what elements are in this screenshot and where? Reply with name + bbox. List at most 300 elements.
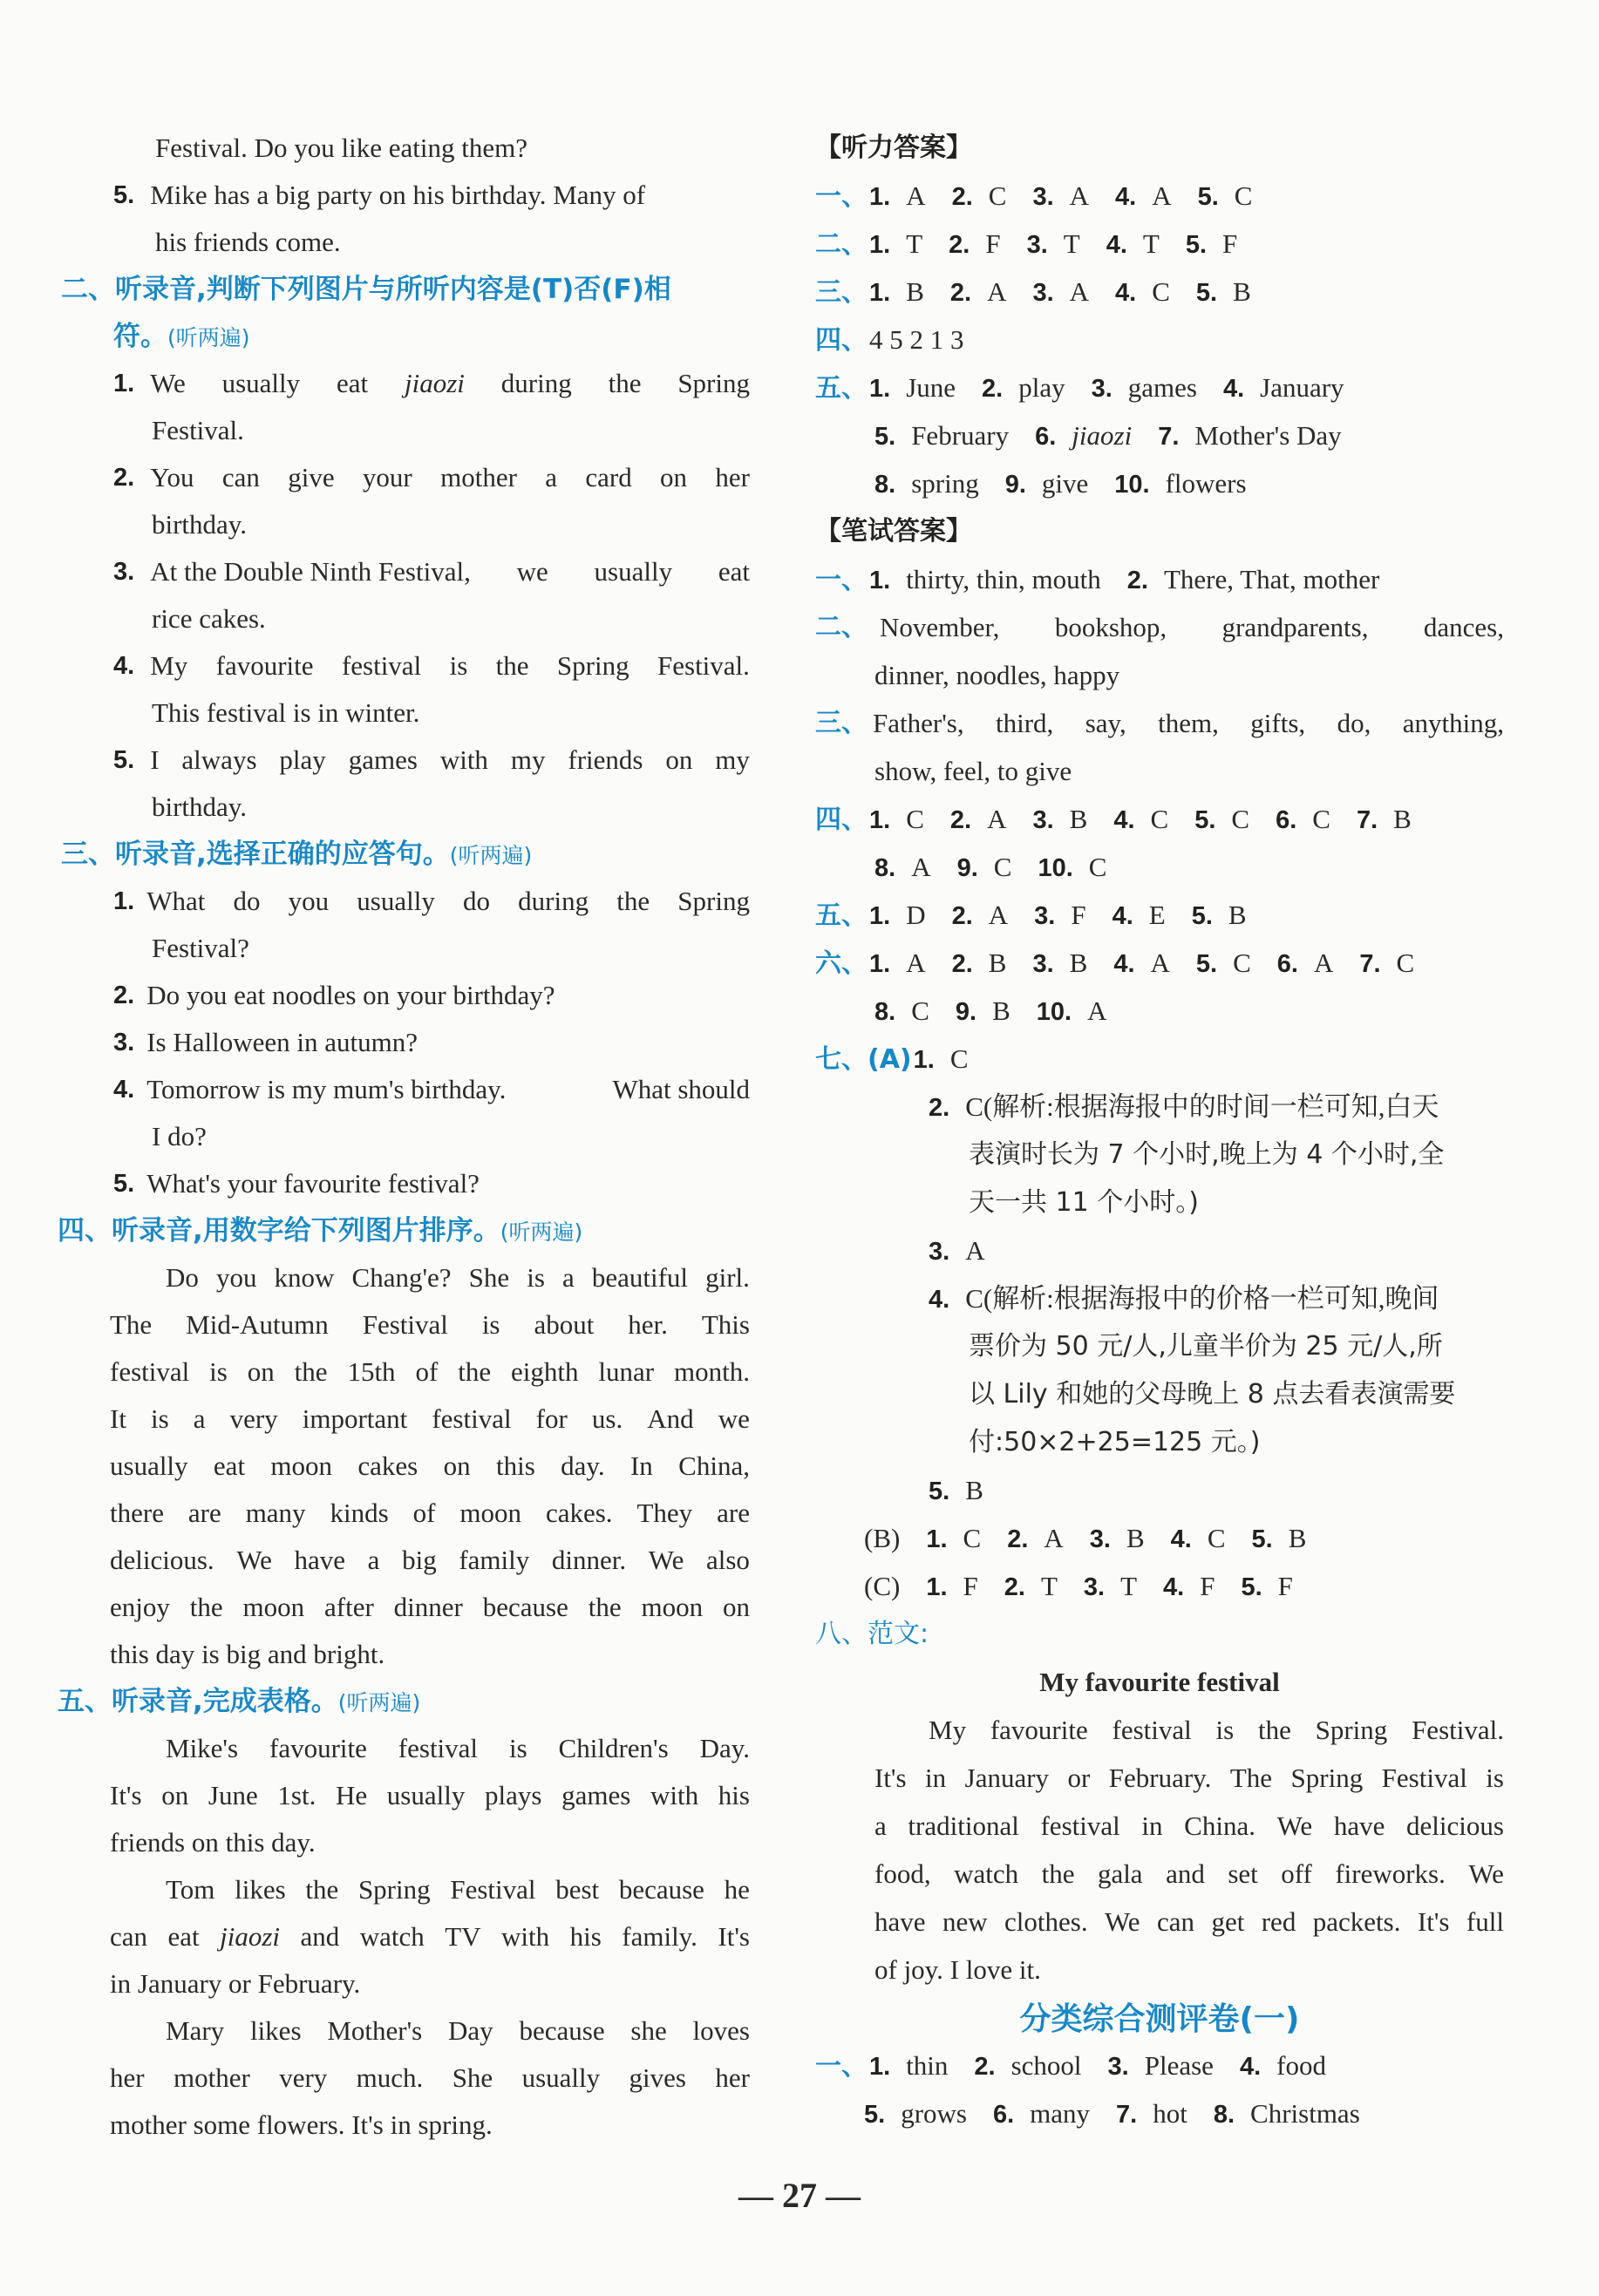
- word: this: [110, 1639, 149, 1669]
- word: is: [481, 1309, 500, 1340]
- word: gala: [1097, 1858, 1143, 1889]
- item-number: 1.: [869, 375, 891, 403]
- answer: A: [1087, 995, 1107, 1026]
- answer: 4 5 2 1 3: [869, 324, 964, 355]
- word: Spring: [677, 886, 750, 916]
- word: usually: [110, 1450, 188, 1481]
- word: on: [665, 744, 693, 775]
- item-number: 5.: [929, 1477, 950, 1505]
- answer: C: [1207, 1523, 1226, 1553]
- word: Father's,: [873, 708, 964, 738]
- word: and: [1166, 1858, 1205, 1889]
- item-number: 3.: [113, 1029, 135, 1056]
- text-line: [110, 1355, 750, 1389]
- item-number: 1.: [869, 2053, 891, 2081]
- item-number: 3.: [113, 558, 135, 586]
- word: her: [715, 2062, 750, 2093]
- section-title: 分类综合测评卷(一): [1019, 2001, 1300, 2037]
- answer: B: [988, 948, 1007, 978]
- word: can: [221, 462, 260, 492]
- section-number: 五、: [815, 900, 868, 931]
- word: Chang'e?: [351, 1262, 452, 1293]
- answer-row: [929, 1281, 1466, 1317]
- word: his: [718, 1780, 750, 1810]
- answer: B: [1233, 276, 1251, 307]
- answer: C: [906, 804, 924, 834]
- item-number: 7.: [1356, 806, 1378, 834]
- section-number: 二、: [815, 612, 868, 642]
- word: festival: [1112, 1715, 1192, 1745]
- list-item: [113, 978, 750, 1013]
- section-heading: 二、听录音,判断下列图片与所听内容是(T)否(F)相: [61, 274, 671, 305]
- word: usually: [357, 886, 435, 916]
- answer-row: [815, 898, 1273, 934]
- answer: F: [1071, 900, 1086, 930]
- word: a: [193, 1403, 206, 1434]
- item-text: [150, 554, 750, 589]
- answer: B: [1069, 948, 1088, 978]
- answer-row: [815, 562, 1405, 598]
- text-line: [110, 1637, 750, 1672]
- word: Festival: [450, 1874, 536, 1905]
- word: your: [362, 462, 412, 492]
- item-number: 2.: [949, 806, 972, 834]
- word: is: [1486, 1763, 1504, 1793]
- word: on: [185, 1827, 219, 1858]
- item-number: 4.: [1163, 1573, 1185, 1601]
- word: eat: [718, 556, 750, 587]
- section-number: 六、: [815, 948, 868, 979]
- item-number: 5.: [1185, 231, 1207, 259]
- word: with: [501, 1921, 550, 1952]
- word: can: [110, 1921, 148, 1952]
- answer: C: [911, 995, 929, 1026]
- word: flowers.: [250, 2109, 345, 2140]
- answer: B: [1228, 900, 1247, 930]
- answer: [880, 610, 1504, 645]
- word: have: [294, 1545, 346, 1575]
- text-line: [874, 1857, 1504, 1892]
- item-number: 3.: [1034, 902, 1056, 930]
- word: is: [449, 650, 468, 681]
- answer: F: [1277, 1571, 1293, 1601]
- word: jiaozi: [405, 368, 465, 398]
- word: anything,: [1402, 708, 1504, 738]
- item-number: 5.: [1251, 1525, 1273, 1553]
- text-line: [110, 1967, 750, 2001]
- item-text: Festival?: [152, 933, 249, 963]
- word: favourite: [990, 1715, 1088, 1745]
- word: friends: [568, 744, 643, 775]
- answer: T: [1040, 1571, 1058, 1601]
- item-number: 1.: [926, 1573, 948, 1601]
- item-number: 10.: [1036, 998, 1072, 1026]
- answer: T: [1063, 228, 1080, 259]
- text-line: dinner, noodles, happy: [874, 660, 1120, 690]
- word: the: [495, 650, 529, 681]
- answer-heading: 【听力答案】: [815, 132, 972, 163]
- word: spring.: [411, 2109, 493, 2140]
- item-number: 1.: [869, 567, 891, 594]
- word: beautiful: [591, 1262, 689, 1293]
- word: watch: [954, 1858, 1019, 1889]
- item-text: [150, 649, 750, 683]
- word: because: [519, 2015, 605, 2046]
- item-number: 2.: [974, 2053, 996, 2081]
- text-line: [166, 2014, 750, 2048]
- word: Festival: [1381, 1763, 1467, 1793]
- answer-row: [874, 466, 1273, 502]
- word: dinner.: [551, 1545, 627, 1575]
- word: on: [161, 1780, 189, 1810]
- word: some: [186, 2109, 250, 2140]
- item-number: 2.: [1007, 1525, 1029, 1553]
- word: My: [150, 650, 188, 681]
- answer: T: [906, 228, 923, 259]
- word: They: [636, 1498, 693, 1528]
- word: delicious.: [110, 1545, 214, 1575]
- word: traditional: [908, 1810, 1019, 1841]
- answer: school: [1010, 2050, 1082, 2081]
- word: You: [150, 462, 194, 492]
- word: the: [608, 368, 642, 398]
- item-text: Do you eat noodles on your birthday?: [146, 980, 555, 1010]
- answer: Mother's Day: [1194, 420, 1342, 451]
- item-number: 10.: [1038, 854, 1073, 882]
- word: moon: [641, 1592, 704, 1622]
- item-number: 1.: [869, 183, 891, 211]
- word: We: [1105, 1906, 1140, 1937]
- answer-row: [815, 802, 1438, 838]
- word: festival: [398, 1733, 479, 1763]
- answer: C: [1312, 804, 1330, 834]
- answer: A: [988, 900, 1009, 930]
- answer: A: [1313, 948, 1334, 978]
- answer: T: [1142, 228, 1160, 259]
- word: November,: [880, 612, 1000, 642]
- answer: C: [1234, 180, 1253, 211]
- word: He: [335, 1780, 368, 1810]
- word: TV: [445, 1921, 481, 1952]
- word: a: [545, 462, 558, 492]
- word: Spring: [556, 650, 629, 681]
- list-item: [113, 366, 750, 401]
- item-number: 4.: [1170, 1525, 1192, 1553]
- item-number: 2.: [951, 902, 973, 930]
- word: in: [383, 2109, 412, 2140]
- item-text: Is Halloween in autumn?: [146, 1027, 418, 1057]
- answer: C: [963, 1523, 982, 1553]
- item-number: 3.: [1032, 183, 1054, 211]
- word: also: [705, 1545, 750, 1575]
- item-text: [146, 1072, 750, 1107]
- item-number: 1.: [869, 279, 891, 307]
- text-line: his friends come.: [155, 227, 341, 257]
- word: this: [218, 1827, 265, 1858]
- word: in: [1141, 1810, 1163, 1841]
- answer: There, That, mother: [1163, 564, 1380, 594]
- text-line: [166, 1872, 750, 1907]
- word: her: [715, 462, 750, 492]
- word: many: [245, 1498, 306, 1528]
- item-number: 2.: [982, 375, 1004, 403]
- answer: T: [1120, 1571, 1138, 1601]
- item-number: 6.: [1276, 806, 1297, 834]
- answer: many: [1030, 2098, 1091, 2129]
- text-line: [929, 1713, 1504, 1748]
- word: and: [300, 1921, 340, 1952]
- word: jiaozi: [220, 1921, 281, 1952]
- answer-row: [929, 1233, 1011, 1269]
- word: are: [717, 1498, 750, 1528]
- answer-row: [874, 850, 1133, 886]
- word: or: [221, 1968, 251, 1999]
- word: Mary: [166, 2015, 225, 2046]
- word: we: [516, 556, 548, 587]
- answer-row: [815, 179, 1278, 214]
- section-number: 一、: [815, 2051, 868, 2082]
- text-line: 天一共 11 个小时。): [969, 1187, 1199, 1218]
- word: It's: [874, 1763, 907, 1793]
- word: games: [561, 1780, 631, 1810]
- answer: (B): [864, 1523, 901, 1553]
- word: on: [247, 1356, 275, 1387]
- word: She: [452, 2062, 493, 2093]
- item-number: 1.: [869, 231, 891, 259]
- item-number: 9.: [956, 854, 978, 882]
- answer-row: [929, 1090, 1466, 1125]
- section-number: 一、: [815, 181, 868, 212]
- item-number: 3.: [1032, 279, 1054, 307]
- word: on: [660, 462, 688, 492]
- answer: give: [1041, 468, 1089, 499]
- word: Spring: [357, 1874, 431, 1905]
- answer: food: [1276, 2050, 1326, 2081]
- list-item: [113, 743, 750, 778]
- answer: C: [1231, 804, 1250, 834]
- list-item: [113, 1166, 750, 1201]
- answer: jiaozi: [1072, 420, 1133, 451]
- answer: A: [911, 852, 931, 882]
- item-number: 2.: [929, 1094, 950, 1122]
- word: What should: [612, 1074, 750, 1104]
- word: And: [647, 1403, 694, 1434]
- answer: thin: [906, 2050, 949, 2081]
- word: third,: [996, 708, 1054, 738]
- answer: A: [1044, 1523, 1064, 1553]
- word: the: [305, 1874, 339, 1905]
- word: give: [288, 462, 335, 492]
- word: them,: [1158, 708, 1219, 738]
- word: set: [1228, 1858, 1258, 1889]
- item-text: birthday.: [152, 791, 248, 822]
- list-item: [113, 649, 750, 683]
- word: China.: [1184, 1810, 1255, 1841]
- word: Day: [448, 2015, 493, 2046]
- item-number: 5.: [1195, 279, 1218, 307]
- answer: C: [1396, 948, 1415, 978]
- item-number: 2.: [1004, 1573, 1025, 1601]
- word: Tom: [166, 1874, 215, 1905]
- word: is: [527, 1262, 545, 1293]
- word: do: [463, 886, 491, 916]
- word: his: [569, 1921, 602, 1952]
- section-number: 三、: [815, 708, 868, 738]
- word: lunar: [598, 1356, 655, 1387]
- word: cakes: [357, 1450, 418, 1481]
- word: do,: [1337, 708, 1371, 738]
- item-number: 1.: [913, 1046, 935, 1074]
- item-number: 2.: [113, 982, 135, 1009]
- answer: B: [1288, 1523, 1307, 1553]
- word: is: [508, 1733, 527, 1763]
- text-line: 以 Lily 和她的父母晚上 8 点去看表演需要: [969, 1379, 1456, 1410]
- item-number: 4.: [113, 652, 135, 680]
- item-number: 6.: [1276, 950, 1298, 978]
- word: enjoy: [110, 1592, 170, 1622]
- word: is: [1215, 1715, 1235, 1745]
- word: during: [500, 368, 572, 398]
- answer: June: [906, 372, 956, 403]
- answer: F: [1222, 228, 1238, 259]
- section-heading: 八、范文:: [815, 1619, 929, 1649]
- word: festival: [110, 1356, 190, 1387]
- section-number: 二、: [815, 229, 868, 260]
- word: family: [459, 1545, 530, 1575]
- word: a: [874, 1810, 887, 1841]
- item-number: 8.: [874, 998, 896, 1026]
- section-number: 七、(A): [815, 1044, 912, 1075]
- word: Do: [166, 1262, 199, 1293]
- answer: B: [1126, 1523, 1145, 1553]
- section-heading: 符。(听两遍): [113, 321, 250, 352]
- word: this: [495, 1450, 535, 1481]
- word: her.: [628, 1309, 668, 1340]
- word: Festival.: [657, 650, 750, 681]
- word: favourite: [269, 1733, 367, 1763]
- word: I: [150, 744, 160, 775]
- word: girl.: [705, 1262, 750, 1293]
- answer: A: [1152, 180, 1172, 211]
- text-line: [110, 1919, 750, 1954]
- word: eat: [167, 1921, 200, 1952]
- item-text: [146, 884, 750, 919]
- item-number: 8.: [874, 854, 896, 882]
- word: big: [219, 1639, 262, 1669]
- text-line: [110, 1825, 750, 1860]
- word: January: [131, 1968, 222, 1999]
- item-number: 9.: [955, 998, 977, 1026]
- word: best: [555, 1874, 600, 1905]
- word: moon: [459, 1498, 522, 1528]
- word: the: [616, 886, 650, 916]
- item-number: 3.: [929, 1238, 950, 1266]
- word: watch: [359, 1921, 425, 1952]
- item-text: This festival is in winter.: [152, 697, 420, 728]
- text-line: [874, 1809, 1504, 1844]
- word: festival: [432, 1403, 512, 1434]
- word: in: [110, 1968, 132, 1999]
- word: clothes.: [1004, 1906, 1088, 1937]
- answer: A: [1069, 180, 1090, 211]
- word: of: [415, 1356, 439, 1387]
- word: food,: [874, 1858, 931, 1889]
- item-number: 2.: [949, 231, 970, 259]
- word: Mike's: [166, 1733, 239, 1763]
- item-text: [150, 460, 750, 495]
- item-number: 3.: [1091, 375, 1112, 403]
- word: dances,: [1423, 612, 1504, 642]
- answer: flowers: [1165, 468, 1247, 499]
- word: It: [110, 1403, 126, 1434]
- word: have: [1333, 1810, 1385, 1841]
- text-line: [110, 1496, 750, 1531]
- answer-row: [864, 1569, 1319, 1605]
- section-heading: 三、听录音,选择正确的应答句。(听两遍): [61, 839, 533, 870]
- text-line: show, feel, to give: [874, 756, 1072, 786]
- item-number: 3.: [1026, 231, 1048, 259]
- word: you: [215, 1262, 257, 1293]
- word: day.: [561, 1450, 605, 1481]
- answer: spring: [911, 468, 979, 499]
- word: Tomorrow is my mum's birthday.: [146, 1074, 507, 1104]
- word: grandparents,: [1221, 612, 1369, 642]
- item-number: 1.: [869, 902, 891, 930]
- answer: C(解析:根据海报中的时间一栏可知,白天: [965, 1091, 1439, 1122]
- word: get: [1211, 1906, 1245, 1937]
- word: the: [1041, 1858, 1075, 1889]
- word: day: [148, 1639, 195, 1669]
- answer: C: [1150, 804, 1169, 834]
- word: dinner: [393, 1592, 463, 1622]
- answer: hot: [1153, 2098, 1187, 2129]
- answer-row: [815, 706, 1504, 741]
- word: much.: [356, 2062, 424, 2093]
- answer: thirty, thin, mouth: [906, 564, 1101, 594]
- item-number: 3.: [1107, 2053, 1129, 2081]
- answer: A: [965, 1235, 985, 1266]
- word: It's: [344, 2109, 384, 2140]
- text-line: 付:50×2+25=125 元。): [969, 1427, 1261, 1457]
- item-number: 2.: [113, 464, 135, 492]
- item-text: rice cakes.: [152, 603, 266, 634]
- answer: F: [985, 228, 1001, 259]
- word: know: [274, 1262, 335, 1293]
- answer-row: [864, 1521, 1332, 1557]
- word: usually: [594, 556, 673, 587]
- section-heading: 四、听录音,用数字给下列图片排序。(听两遍): [58, 1215, 583, 1246]
- answer: B: [965, 1475, 983, 1505]
- text-line: [110, 2061, 750, 2096]
- answer-row: [929, 1473, 1010, 1509]
- word: packets.: [1312, 1906, 1401, 1937]
- item-number: 7.: [1116, 2101, 1138, 2129]
- item-number: 5.: [1241, 1573, 1262, 1601]
- answer-row: [815, 2048, 1352, 2084]
- answer: F: [1200, 1571, 1215, 1601]
- text-line: 票价为 50 元/人,儿童半价为 25 元/人,所: [969, 1331, 1443, 1362]
- item-text: What's your favourite festival?: [146, 1168, 480, 1199]
- item-number: 4.: [1106, 231, 1127, 259]
- answer-row: [864, 2096, 1386, 2132]
- word: her: [110, 2062, 145, 2093]
- section-heading: 五、听录音,完成表格。(听两遍): [58, 1686, 421, 1717]
- answer-row: [874, 418, 1368, 454]
- answer: grows: [901, 2098, 967, 2129]
- word: have: [874, 1906, 926, 1937]
- item-text: birthday.: [152, 509, 248, 540]
- word: about: [534, 1309, 595, 1340]
